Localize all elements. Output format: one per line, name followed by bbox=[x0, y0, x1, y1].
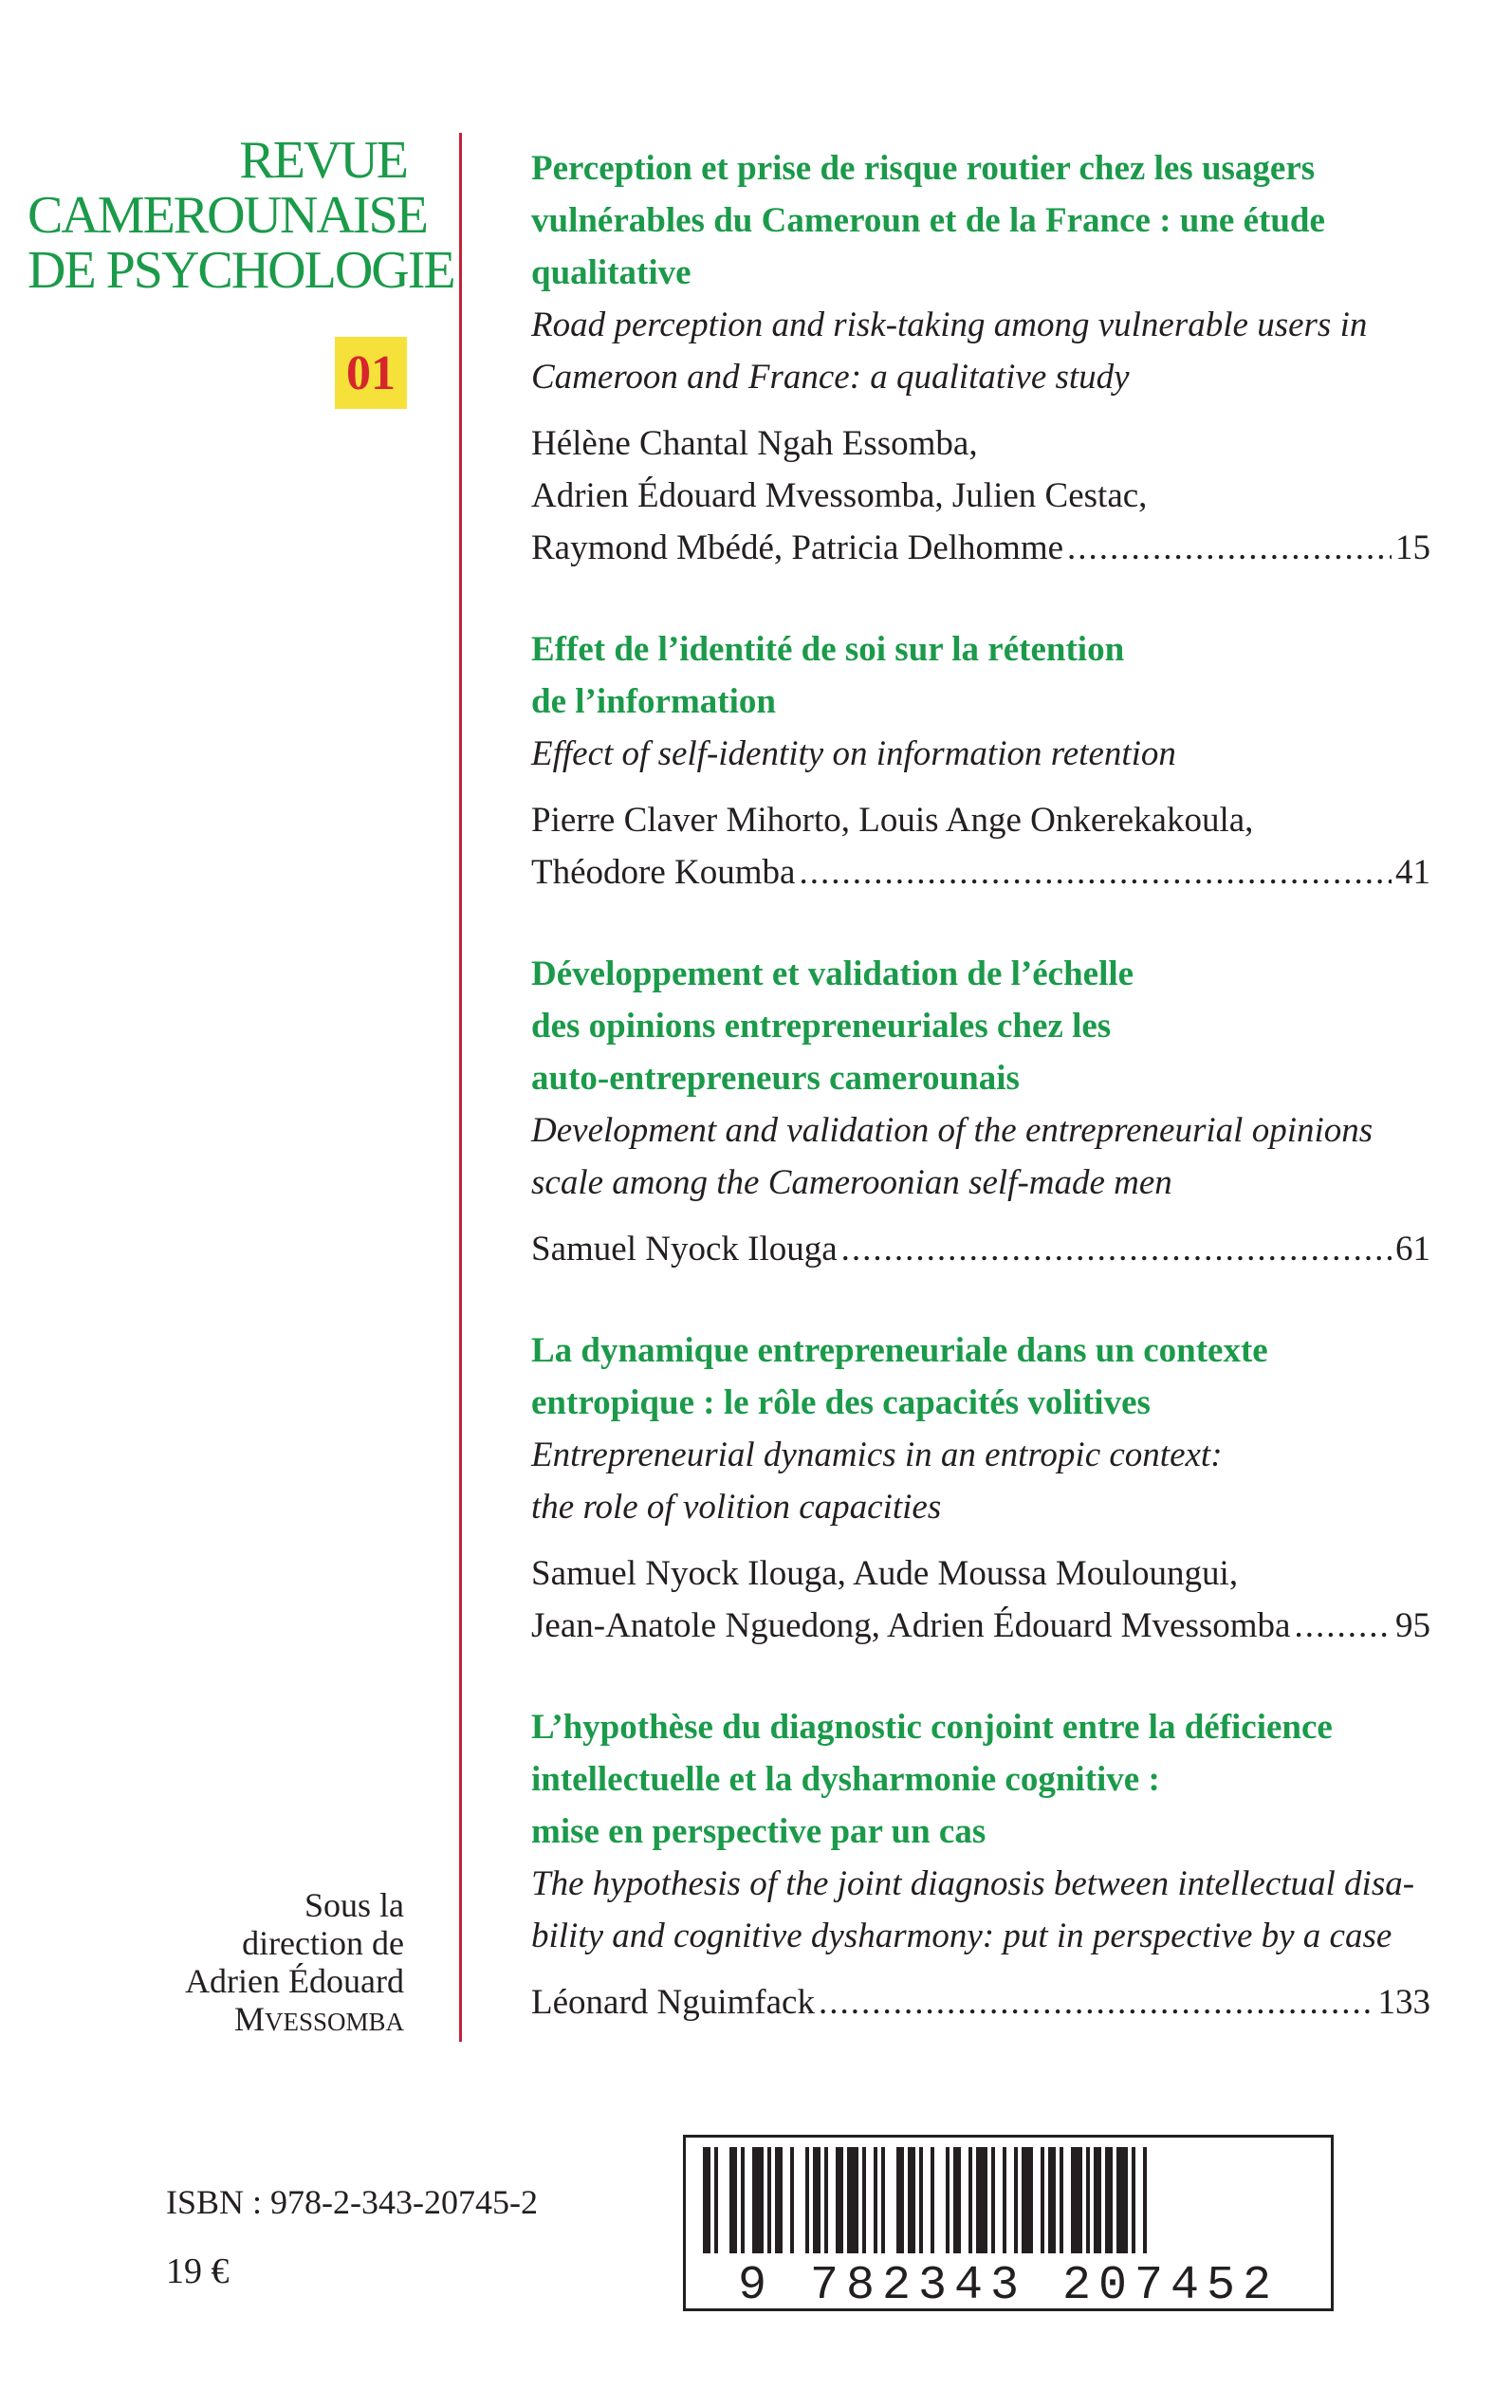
author-page-line bbox=[531, 1223, 1430, 1275]
author-page-line bbox=[531, 1600, 1430, 1652]
article-english-title bbox=[531, 1858, 1430, 1962]
barcode-bar bbox=[775, 2147, 783, 2253]
toc-article bbox=[531, 142, 1430, 574]
last-author-line: Théodore Koumba bbox=[531, 853, 796, 892]
page-number: 41 bbox=[1395, 853, 1430, 892]
article-title-line: de l’information bbox=[531, 682, 776, 721]
dot-leader bbox=[799, 846, 1392, 898]
barcode-bar bbox=[919, 2147, 923, 2253]
editor-surname bbox=[120, 2000, 404, 2041]
article-title-line: des opinions entrepreneuriales chez les bbox=[531, 1007, 1112, 1046]
barcode-bar bbox=[729, 2147, 737, 2253]
article-english-title bbox=[531, 728, 1430, 780]
barcode-bar bbox=[931, 2147, 934, 2253]
article-title bbox=[531, 142, 1430, 299]
barcode-bar bbox=[1022, 2147, 1033, 2253]
barcode-bar bbox=[1143, 2147, 1147, 2253]
editor-line-3: Adrien Édouard bbox=[185, 1962, 404, 2000]
article-title bbox=[531, 623, 1430, 728]
table-of-contents bbox=[531, 142, 1430, 2078]
barcode-bar bbox=[752, 2147, 764, 2253]
barcode-bars bbox=[686, 2138, 1331, 2261]
barcode-bar bbox=[908, 2147, 915, 2253]
barcode-bar bbox=[741, 2147, 745, 2253]
article-authors bbox=[531, 417, 1430, 574]
barcode-bar bbox=[1041, 2147, 1044, 2253]
article-english-line: Cameroon and France: a qualitative study bbox=[531, 358, 1130, 397]
toc-article bbox=[531, 948, 1430, 1275]
article-authors bbox=[531, 1547, 1430, 1652]
author-page-line bbox=[531, 522, 1430, 574]
barcode-bar bbox=[1014, 2147, 1018, 2253]
barcode-bar bbox=[767, 2147, 771, 2253]
article-english-title bbox=[531, 1429, 1430, 1533]
article-english-title bbox=[531, 299, 1430, 403]
author-line: Samuel Nyock Ilouga, Aude Moussa Mouloungui, bbox=[531, 1554, 1239, 1593]
article-title-line: Développement et validation de l’échelle bbox=[531, 954, 1134, 993]
author-page-line bbox=[531, 1976, 1430, 2028]
article-english-line: bility and cognitive dysharmony: put in perspective by a case bbox=[531, 1917, 1392, 1955]
barcode-bar bbox=[790, 2147, 794, 2253]
article-title-line: La dynamique entrepreneuriale dans un contexte bbox=[531, 1331, 1268, 1370]
barcode-bar bbox=[991, 2147, 995, 2253]
barcode-bar bbox=[813, 2147, 821, 2253]
article-title bbox=[531, 948, 1430, 1104]
article-english-line: Development and validation of the entrepreneurial opinions bbox=[531, 1111, 1374, 1150]
author-line: Hélène Chantal Ngah Essomba, bbox=[531, 424, 978, 463]
barcode-bar bbox=[968, 2147, 972, 2253]
journal-title-line-1: REVUE bbox=[239, 131, 407, 190]
article-english-line: The hypothesis of the joint diagnosis between intellectual disa- bbox=[531, 1864, 1415, 1903]
article-title bbox=[531, 1701, 1430, 1858]
author-line: Adrien Édouard Mvessomba, Julien Cestac, bbox=[531, 476, 1148, 515]
barcode-bar bbox=[824, 2147, 828, 2253]
article-title-line: entropique : le rôle des capacités volitives bbox=[531, 1383, 1151, 1422]
journal-title-line-2: CAMEROUNAISE bbox=[28, 186, 427, 245]
editor-line-1: Sous la bbox=[304, 1886, 404, 1924]
barcode-bar bbox=[881, 2147, 885, 2253]
barcode-bar bbox=[1105, 2147, 1113, 2253]
issue-number-badge: 01 bbox=[335, 337, 407, 409]
editor-line-2: direction de bbox=[242, 1924, 404, 1962]
dot-leader bbox=[819, 1976, 1374, 2028]
article-title bbox=[531, 1324, 1430, 1429]
toc-article bbox=[531, 623, 1430, 898]
barcode-bar bbox=[847, 2147, 858, 2253]
article-authors bbox=[531, 1976, 1430, 2028]
article-english-line: Effect of self-identity on information retention bbox=[531, 734, 1176, 773]
barcode-bar bbox=[874, 2147, 877, 2253]
article-title-line: Effet de l’identité de soi sur la rétention bbox=[531, 630, 1125, 669]
price: 19 € bbox=[166, 2251, 230, 2291]
article-title-line: qualitative bbox=[531, 253, 691, 292]
article-authors bbox=[531, 794, 1430, 898]
article-english-line: Road perception and risk-taking among vulnerable users in bbox=[531, 306, 1368, 344]
toc-article bbox=[531, 1324, 1430, 1652]
dot-leader bbox=[841, 1223, 1392, 1275]
author-line: Pierre Claver Mihorto, Louis Ange Onkerekakoula, bbox=[531, 801, 1254, 840]
barcode-bar bbox=[946, 2147, 950, 2253]
barcode-bar bbox=[714, 2147, 718, 2253]
editor-surname-initial: M bbox=[233, 2000, 265, 2038]
article-title-line: intellectuelle et la dysharmonie cognitive : bbox=[531, 1760, 1160, 1799]
barcode-bar bbox=[1094, 2147, 1101, 2253]
article-title-line: Perception et prise de risque routier chez les usagers bbox=[531, 149, 1316, 188]
barcode-bar bbox=[703, 2147, 710, 2253]
barcode-bar bbox=[1132, 2147, 1135, 2253]
barcode-bar bbox=[896, 2147, 904, 2253]
page-number: 95 bbox=[1395, 1606, 1430, 1645]
barcode-bar bbox=[1071, 2147, 1082, 2253]
barcode-bar bbox=[976, 2147, 987, 2253]
barcode-bar bbox=[1116, 2147, 1128, 2253]
article-english-line: Entrepreneurial dynamics in an entropic context: bbox=[531, 1436, 1223, 1474]
article-english-title bbox=[531, 1104, 1430, 1209]
journal-title bbox=[28, 131, 454, 300]
vertical-divider bbox=[459, 133, 462, 2042]
last-author-line: Jean-Anatole Nguedong, Adrien Édouard Mvessomba bbox=[531, 1606, 1291, 1645]
article-authors bbox=[531, 1223, 1430, 1275]
last-author-line: Samuel Nyock Ilouga bbox=[531, 1230, 838, 1269]
article-title-line: auto-entrepreneurs camerounais bbox=[531, 1059, 1020, 1098]
article-title-line: vulnérables du Cameroun et de la France : une étude bbox=[531, 201, 1325, 240]
barcode-bar bbox=[1060, 2147, 1063, 2253]
page-number: 61 bbox=[1395, 1230, 1430, 1269]
last-author-line: Léonard Nguimfack bbox=[531, 1983, 815, 2022]
article-title-line: L’hypothèse du diagnostic conjoint entre la déficience bbox=[531, 1708, 1333, 1747]
last-author-line: Raymond Mbédé, Patricia Delhomme bbox=[531, 528, 1064, 567]
article-english-line: scale among the Cameroonian self-made men bbox=[531, 1163, 1172, 1202]
article-title-line: mise en perspective par un cas bbox=[531, 1812, 986, 1851]
page-number: 133 bbox=[1377, 1983, 1430, 2022]
dot-leader bbox=[1294, 1600, 1392, 1652]
dot-leader bbox=[1067, 522, 1392, 574]
toc-article bbox=[531, 1701, 1430, 2028]
journal-title-line-3: DE PSYCHOLOGIE bbox=[28, 241, 454, 300]
barcode-bar bbox=[1048, 2147, 1056, 2253]
barcode-bar bbox=[862, 2147, 866, 2253]
barcode bbox=[683, 2135, 1334, 2311]
editor-credit bbox=[120, 1886, 404, 2041]
barcode-bar bbox=[1086, 2147, 1090, 2253]
barcode-digits: 9 782343 207452 bbox=[737, 2259, 1280, 2313]
article-english-line: the role of volition capacities bbox=[531, 1488, 942, 1527]
barcode-bar bbox=[953, 2147, 961, 2253]
barcode-bar bbox=[1003, 2147, 1006, 2253]
barcode-bar bbox=[805, 2147, 809, 2253]
isbn: ISBN : 978-2-343-20745-2 bbox=[166, 2183, 538, 2221]
author-page-line bbox=[531, 846, 1430, 898]
barcode-bar bbox=[836, 2147, 843, 2253]
page-number: 15 bbox=[1395, 528, 1430, 567]
editor-surname-rest: VESSOMBA bbox=[264, 2008, 404, 2036]
